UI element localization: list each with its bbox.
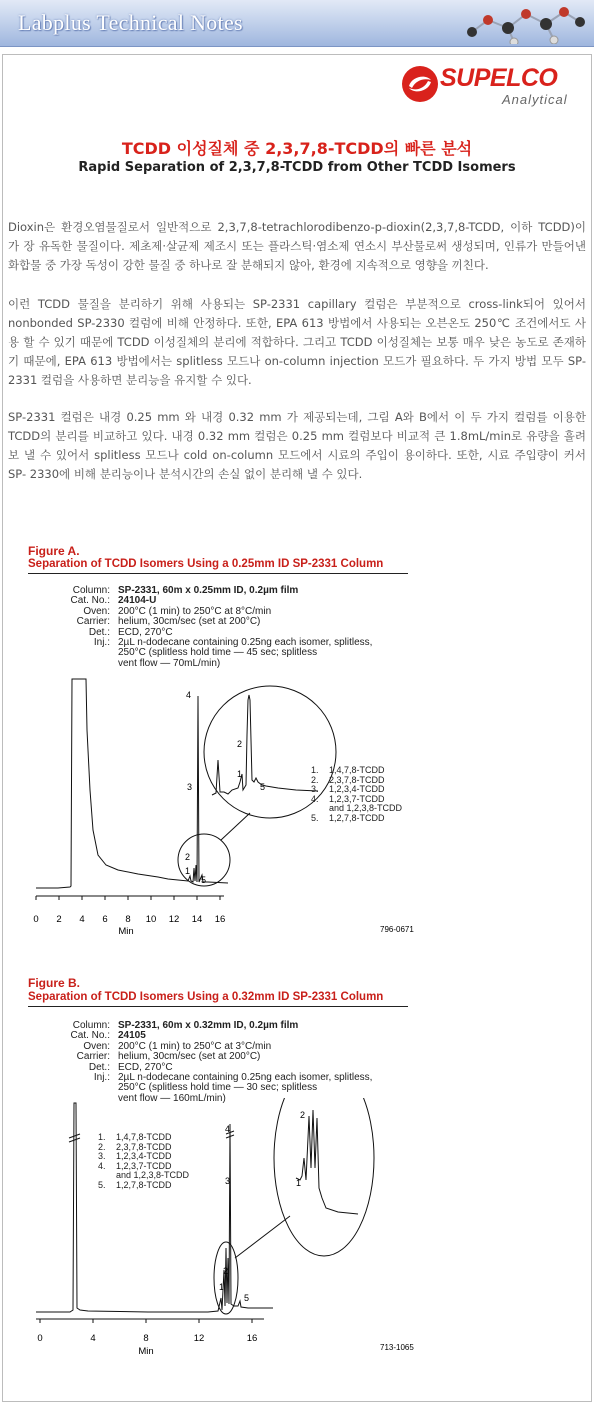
- peak-item: 4. 1,2,3,7-TCDD: [98, 1160, 172, 1171]
- axis-break: [69, 1134, 80, 1142]
- figure-a-label: Figure A.: [28, 544, 80, 558]
- peak-mark-2: 2: [185, 852, 191, 862]
- peak-mark-5: 5: [201, 875, 207, 885]
- figure-b-rule: [28, 1006, 408, 1007]
- x-tick-label: 4: [90, 1333, 96, 1344]
- peak-item: and 1,2,3,8-TCDD: [116, 1170, 190, 1181]
- figure-b-code: 713-1065: [380, 1343, 414, 1352]
- paragraph-1: Dioxin은 환경오염물질로서 일반적으로 2,3,7,8-tetrachlorodibenzo-p-dioxin(2,3,7,8-TCDD, 이하 TCDD)이 가 장 유독한 물질이다. 제초제·살균제 제조시 또는 플라스틱·염소제 연소시 부산물로써 생성되며, 인류가 만들어낸 화합물 중 가장 독성이 강한 물질 중 하나로 잘 분해되지 않아, 환경에 지속적으로 영향을 끼친다.: [8, 220, 586, 272]
- peak-item: 1. 1,4,7,8-TCDD: [311, 765, 385, 775]
- peak-item: 1. 1,4,7,8-TCDD: [98, 1132, 172, 1142]
- supelco-swirl-icon: [400, 64, 440, 104]
- x-tick-label: 2: [56, 914, 62, 925]
- x-axis-label: Min: [138, 1346, 154, 1357]
- peak-mark-4: 4: [225, 1124, 231, 1134]
- x-tick-label: 16: [246, 1333, 258, 1344]
- zoom-peak-mark-2: 2: [300, 1110, 306, 1120]
- peak-item: 4. 1,2,3,7-TCDD: [311, 793, 385, 804]
- figure-b-caption: Separation of TCDD Isomers Using a 0.32mm ID SP-2331 Column: [28, 991, 384, 1003]
- x-tick-label: 10: [145, 914, 157, 925]
- peak-item: 2. 2,3,7,8-TCDD: [98, 1141, 172, 1152]
- zoom-ellipse-large: [274, 1098, 374, 1256]
- figure-a-peak-list: [311, 766, 402, 824]
- x-tick-label: 4: [79, 914, 85, 925]
- zoom-connector: [221, 813, 250, 840]
- header-banner: [0, 0, 594, 47]
- condition-row: Cat. No.: 24104-U: [70, 595, 157, 607]
- page-title-korean: TCDD 이성질체 중 2,3,7,8-TCDD의 빠른 분석: [121, 139, 473, 158]
- peak-mark-2: 2: [223, 1266, 229, 1276]
- x-tick-label: 12: [168, 914, 180, 925]
- x-tick-label: 16: [214, 914, 226, 925]
- molecule-icon: [458, 2, 588, 44]
- condition-row: Carrier: helium, 30cm/sec (set at 200°C): [76, 1051, 261, 1063]
- x-tick-label: 0: [37, 1333, 43, 1344]
- paragraph-3: SP-2331 컬럼은 내경 0.25 mm 와 내경 0.32 mm 가 제공되는데, 그림 A와 B에서 이 두 가지 컬럼를 이용한 TCDD의 분리를 비교하고 있다. 내경 0.32 mm 컬럼은 0.25 mm 컬럼보다 비교적 큰 1.8mL/min로 유량을 흘려보 낼 수 있어서 splitless 모드나 cold on-column 모드에서 시료의 주입이 용이하다. 또한, 시료 주입량이 커서 SP- 2330에 비해 분리능이나 분석시간의 손실 없이 분리해 낼 수 있다.: [8, 410, 586, 481]
- peak-mark-4: 4: [186, 690, 192, 700]
- peak-item: and 1,2,3,8-TCDD: [329, 803, 403, 814]
- peak-item: 3. 1,2,3,4-TCDD: [311, 784, 385, 795]
- condition-row: Column: SP-2331, 60m x 0.25mm ID, 0.2µm film: [72, 585, 299, 596]
- supelco-logo: [400, 64, 580, 110]
- chromatogram-a-trace: [36, 679, 228, 888]
- figure-a-code: 796-0671: [380, 925, 414, 934]
- zoom-connector: [235, 1216, 290, 1258]
- condition-row: Det.: ECD, 270°C: [88, 626, 173, 638]
- header-title: Labplus Technical Notes: [18, 10, 243, 35]
- x-axis-label: Min: [118, 926, 134, 937]
- figure-b-label: Figure B.: [28, 976, 81, 990]
- x-tick-label: 12: [193, 1333, 205, 1344]
- peak-mark-1: 1: [219, 1282, 225, 1292]
- x-tick-label: 8: [125, 914, 131, 925]
- peak-mark-5: 5: [244, 1293, 250, 1303]
- chromatogram-b-trace: [36, 1103, 273, 1312]
- figure-b-conditions: [40, 1021, 418, 1104]
- condition-row: Carrier: helium, 30cm/sec (set at 200°C): [76, 616, 261, 628]
- condition-row: Inj.: 2µL n-dodecane containing 0.25ng each isomer, splitless, 250°C (splitless hold time — 30 sec; splitless vent flow — 160mL/min): [93, 1072, 373, 1104]
- brand-name: SUPELCO: [440, 64, 558, 92]
- peak-mark-3: 3: [225, 1176, 231, 1186]
- peak-mark-1: 1: [185, 866, 191, 876]
- condition-row: Oven: 200°C (1 min) to 250°C at 3°C/min: [83, 1040, 272, 1052]
- x-tick-label: 6: [102, 914, 108, 925]
- zoom-peak-mark-1: 1: [296, 1178, 302, 1188]
- zoom-peak-mark-2: 2: [237, 739, 243, 749]
- paragraph-2: 이런 TCDD 물질을 분리하기 위해 사용되는 SP-2331 capillary 컬럼은 부분적으로 cross-link되어 있어서 nonbonded SP-2330 컬럼에 비해 안정하다. 또한, EPA 613 방법에서 사용되는 오븐온도 250℃ 조건에서도 사용 할 수 있기 때문에 TCDD 이성질체의 분리에 적합하다. 그리고 TCDD 이성질체는 보통 매우 낮은 농도로 존재하기 때문에, EPA 613 방법에서는 splitless 모드나 on-column injection 모드가 필요하다. 두 가지 방법 모두 SP- 2331 컬럼을 사용하면 분리능을 유지할 수 있다.: [8, 297, 586, 387]
- zoom-detail-trace: [212, 695, 318, 795]
- zoom-peak-mark-1: 1: [237, 769, 243, 779]
- condition-row: Oven: 200°C (1 min) to 250°C at 8°C/min: [83, 605, 272, 617]
- figure-a-caption: Separation of TCDD Isomers Using a 0.25mm ID SP-2331 Column: [28, 558, 384, 570]
- peak-item: 5. 1,2,7,8-TCDD: [311, 812, 385, 823]
- condition-row: Column: SP-2331, 60m x 0.32mm ID, 0.2µm film: [72, 1020, 299, 1031]
- figure-a-rule: [28, 573, 408, 574]
- peak-mark-3: 3: [187, 782, 193, 792]
- zoom-peak-mark-5: 5: [260, 782, 266, 792]
- figure-a-conditions: [40, 586, 418, 669]
- peak-item: 5. 1,2,7,8-TCDD: [98, 1179, 172, 1190]
- x-tick-label: 8: [143, 1333, 149, 1344]
- chromatogram-b: [28, 1098, 428, 1360]
- page-title-english: Rapid Separation of 2,3,7,8-TCDD from Other TCDD Isomers: [78, 160, 516, 175]
- x-tick-label: 14: [191, 914, 203, 925]
- condition-row: Inj.: 2µL n-dodecane containing 0.25ng each isomer, splitless, 250°C (splitless hold time — 45 sec; splitless vent flow — 70mL/min): [93, 637, 373, 669]
- condition-row: Det.: ECD, 270°C: [88, 1061, 173, 1073]
- peak-item: 2. 2,3,7,8-TCDD: [311, 774, 385, 785]
- peak-item: 3. 1,2,3,4-TCDD: [98, 1151, 172, 1162]
- condition-row: Cat. No.: 24105: [70, 1030, 146, 1042]
- zoom-detail-trace: [296, 1110, 358, 1214]
- brand-sub: Analytical: [502, 92, 568, 107]
- x-tick-label: 0: [33, 914, 39, 925]
